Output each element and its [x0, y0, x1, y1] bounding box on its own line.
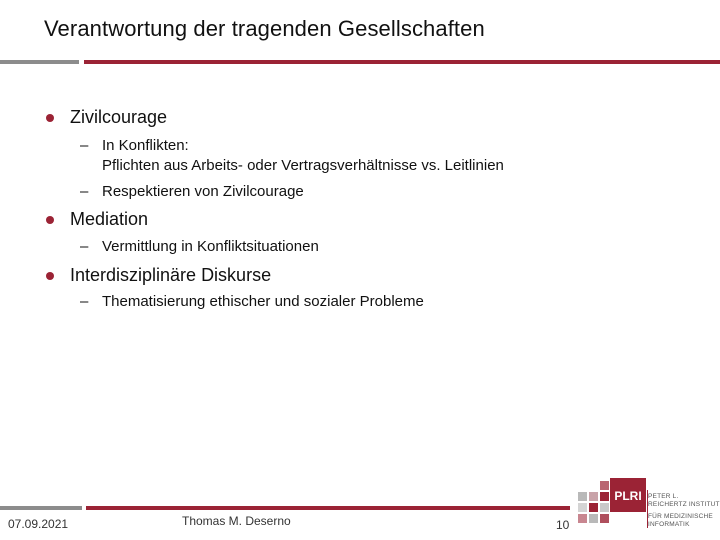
logo-line-1: PETER L. — [648, 493, 679, 500]
bullet-icon — [46, 272, 54, 280]
dash-icon: – — [80, 137, 89, 154]
bullet-icon — [46, 216, 54, 224]
sub-item-respektieren: Respektieren von Zivilcourage — [102, 183, 304, 200]
sub-item-vermittlung: Vermittlung in Konfliktsituationen — [102, 238, 319, 255]
sub-item-konflikten: In Konflikten: — [102, 137, 189, 154]
dash-icon: – — [80, 183, 89, 200]
bullet-zivilcourage: Zivilcourage — [70, 107, 168, 127]
bullet-mediation: Mediation — [70, 209, 149, 229]
dash-icon: – — [80, 293, 89, 310]
slide-title: Verantwortung der tragenden Gesellschaften — [44, 16, 485, 41]
footer-rule-accent — [86, 506, 570, 510]
logo-line-3: FÜR MEDIZINISCHE — [648, 513, 713, 520]
logo-mark: PLRI — [614, 489, 642, 503]
bullet-diskurse: Interdisziplinäre Diskurse — [70, 265, 272, 285]
footer-date: 07.09.2021 — [8, 517, 69, 531]
sub-item-thematisierung: Thematisierung ethischer und sozialer Probleme — [102, 293, 424, 310]
logo-line-2: REICHERTZ INSTITUT — [648, 501, 720, 508]
page-number: 10 — [556, 518, 570, 532]
bullet-icon — [46, 114, 54, 122]
footer-rule-gray — [0, 506, 82, 510]
footer-author: Thomas M. Deserno — [182, 514, 291, 528]
sub-item-konflikten-detail: Pflichten aus Arbeits- oder Vertragsverhältnisse vs. Leitlinien — [102, 157, 504, 174]
logo-line-4: INFORMATIK — [648, 521, 690, 528]
dash-icon: – — [80, 238, 89, 255]
